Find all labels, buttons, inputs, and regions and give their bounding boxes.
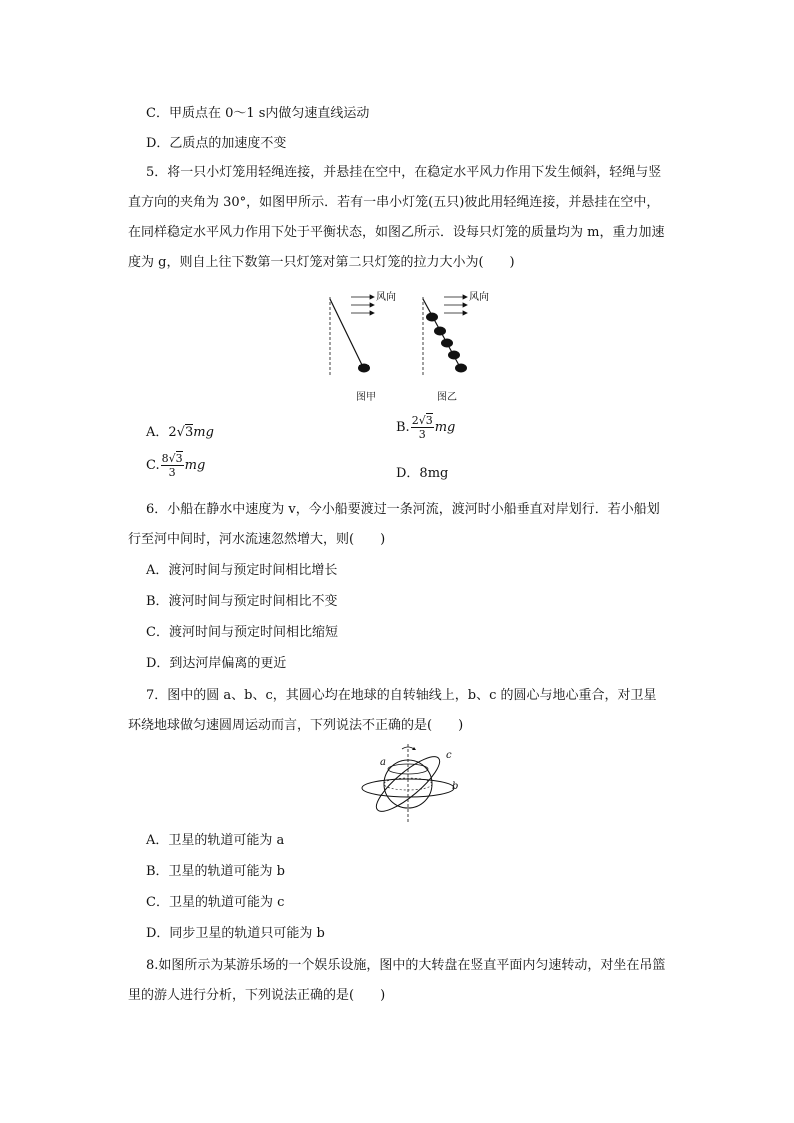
q4-option-c: C．甲质点在 0～1 s内做匀速直线运动 bbox=[146, 106, 370, 121]
orbit-label-b: b bbox=[452, 781, 459, 792]
q5-lantern-figure bbox=[318, 285, 518, 405]
q6-option-d: D．到达河岸偏离的更近 bbox=[146, 656, 287, 671]
fig-b-wind-label: 风向 bbox=[469, 292, 489, 303]
q5-option-a: A．2√3mg bbox=[146, 425, 214, 440]
q7-option-b: B．卫星的轨道可能为 b bbox=[146, 864, 286, 879]
q6-option-a: A．渡河时间与预定时间相比增长 bbox=[146, 563, 338, 578]
orbit-label-a: a bbox=[380, 757, 386, 768]
fig-a-wind-arrows-icon bbox=[351, 295, 374, 315]
q6-stem: 6．小船在静水中速度为 v，今小船要渡过一条河流，渡河时小船垂直对岸划行．若小船划行至河中间时，河水流速忽然增大，则( ) bbox=[128, 502, 660, 547]
q5-option-b: B. $\frac{2√3}{3}$ mg bbox=[396, 414, 456, 441]
fig-b-lantern-chain-icon bbox=[426, 313, 467, 373]
q5-stem: 5．将一只小灯笼用轻绳连接，并悬挂在空中，在稳定水平风力作用下发生倾斜，轻绳与竖直方向的夹角为 30°，如图甲所示．若有一串小灯笼(五只)彼此用轻绳连接，并悬挂在空中，在同样稳定水平风力作用下处于平衡状态，如图乙所示．设每只灯笼的质量均为 m，重力加速度为 g，则自上往下数第一只灯笼对第二只灯笼的拉力大小为( ) bbox=[128, 165, 665, 270]
q6-option-b: B．渡河时间与预定时间相比不变 bbox=[146, 594, 338, 609]
q8-stem: 8.如图所示为某游乐场的一个娱乐设施，图中的大转盘在竖直平面内匀速转动，对坐在吊篮里的游人进行分析，下列说法正确的是( ) bbox=[128, 958, 666, 1003]
fig-a-rope bbox=[330, 299, 362, 365]
q5-option-c: C. $\frac{8√3}{3}$ mg bbox=[146, 452, 206, 479]
q5-option-d: D．8mg bbox=[396, 466, 449, 481]
q7-option-c: C．卫星的轨道可能为 c bbox=[146, 895, 285, 910]
fig-a-lantern-icon bbox=[358, 364, 370, 373]
orbit-label-c: c bbox=[446, 750, 452, 761]
q7-option-d: D．同步卫星的轨道只可能为 b bbox=[146, 926, 325, 941]
q7-stem: 7．图中的圆 a、b、c，其圆心均在地球的自转轴线上，b、c 的圆心与地心重合，对卫星环绕地球做匀速圆周运动而言，下列说法不正确的是( ) bbox=[128, 688, 657, 733]
fig-b-caption: 图乙 bbox=[437, 392, 457, 403]
fig-b-wind-arrows-icon bbox=[444, 295, 467, 315]
fig-a-caption: 图甲 bbox=[356, 392, 376, 403]
q7-option-a: A．卫星的轨道可能为 a bbox=[146, 833, 285, 848]
rotation-arrow-icon bbox=[402, 747, 414, 749]
sqrt-icon: √ bbox=[176, 425, 185, 440]
q6-option-c: C．渡河时间与预定时间相比缩短 bbox=[146, 625, 338, 640]
sqrt-icon: √ bbox=[168, 452, 176, 465]
q4-option-d: D．乙质点的加速度不变 bbox=[146, 136, 287, 151]
fig-a-wind-label: 风向 bbox=[376, 292, 396, 303]
sqrt-icon: √ bbox=[418, 414, 426, 427]
